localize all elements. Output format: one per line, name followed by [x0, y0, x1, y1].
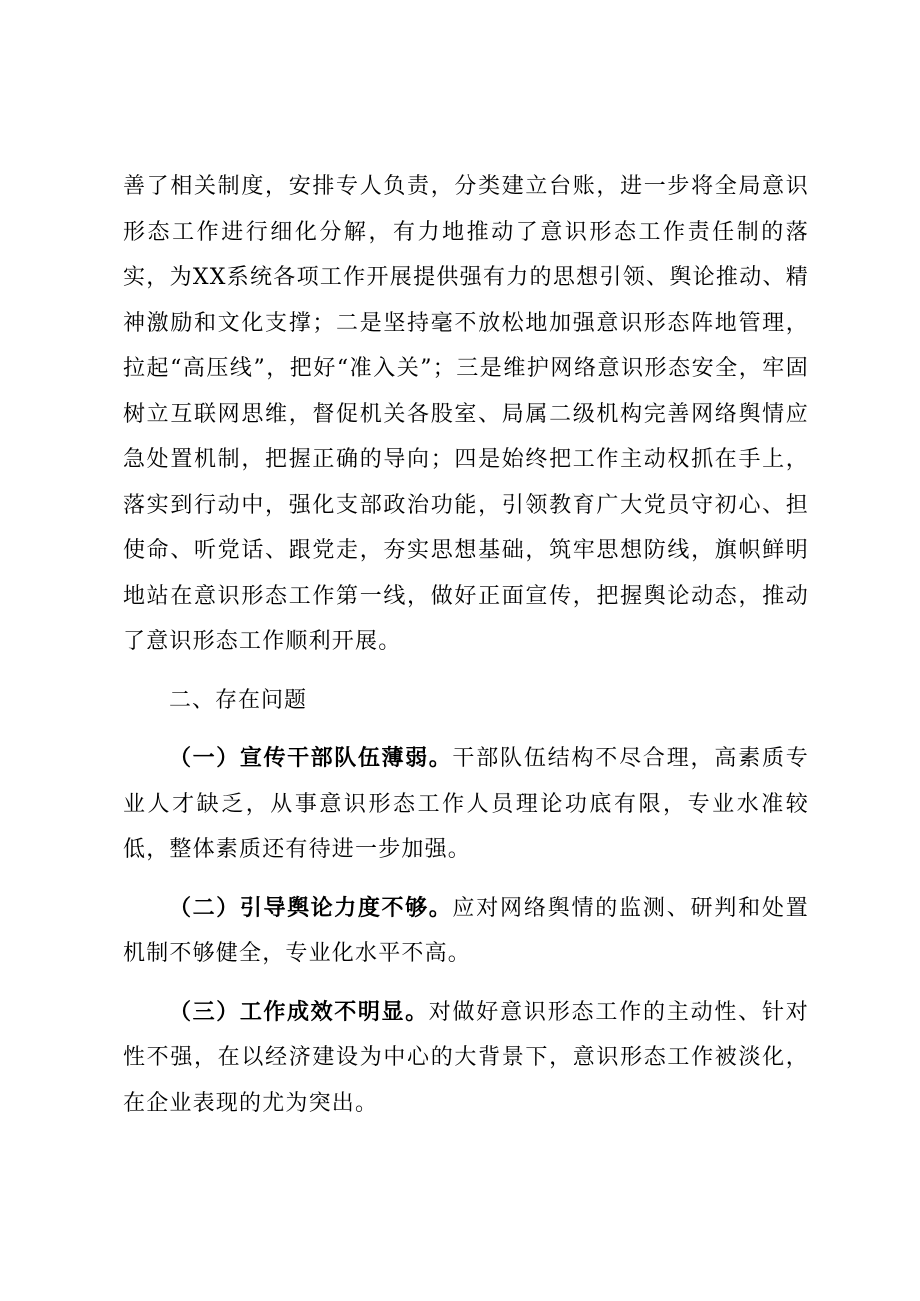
problem-lead-2: （二）引导舆论力度不够。 — [169, 895, 453, 921]
problem-body-2: 应对网络舆情的监测、研判和处置机制不够健全，专业化水平不高。 — [123, 895, 809, 966]
problem-item-1 — [123, 736, 809, 873]
document-body — [123, 164, 809, 1126]
problem-body-3: 对做好意识形态工作的主动性、针对性不强，在以经济建设为中心的大背景下，意识形态工作被淡化，在企业表现的尤为突出。 — [123, 999, 809, 1116]
problem-item-2 — [123, 886, 809, 977]
problem-item-3 — [123, 990, 809, 1127]
intro-paragraph: 善了相关制度，安排专人负责，分类建立台账，进一步将全局意识形态工作进行细化分解，有力地推动了意识形态工作责任制的落实，为XX系统各项工作开展提供强有力的思想引领、舆论推动、精神激励和文化支撑；二是坚持毫不放松地加强意识形态阵地管理，拉起“高压线”，把好“准入关”；三是维护网络意识形态安全，牢固树立互联网思维，督促机关各股室、局属二级机构完善网络舆情应急处置机制，把握正确的导向；四是始终把工作主动权抓在手上，落实到行动中，强化支部政治功能，引领教育广大党员守初心、担使命、听党话、跟党走，夯实思想基础，筑牢思想防线，旗帜鲜明地站在意识形态工作第一线，做好正面宣传，把握舆论动态，推动了意识形态工作顺利开展。 — [123, 174, 809, 654]
problem-lead-1: （一）宣传干部队伍薄弱。 — [169, 746, 453, 771]
section-heading: 二、存在问题 — [169, 687, 308, 713]
problem-lead-3: （三）工作成效不明显。 — [169, 999, 429, 1025]
problem-body-1: 干部队伍结构不尽合理，高素质专业人才缺乏，从事意识形态工作人员理论功底有限，专业水准较低，整体素质还有待进一步加强。 — [123, 746, 809, 862]
